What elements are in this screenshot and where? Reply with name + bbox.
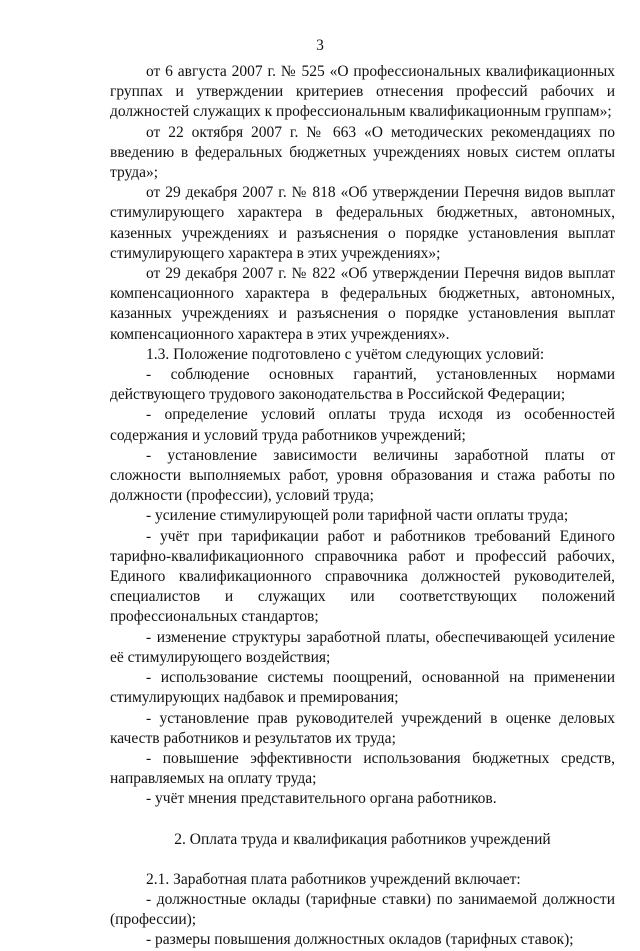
- list-item: - должностные оклады (тарифные ставки) по занимаемой должности (профессии);: [110, 890, 615, 929]
- paragraph: 2.1. Заработная плата работников учреждений включает:: [146, 870, 521, 888]
- section-heading: 2. Оплата труда и квалификация работников учреждений: [174, 830, 551, 848]
- list-item: - соблюдение основных гарантий, установленных нормами действующего трудового законодательства в Российской Федерации;: [110, 366, 615, 404]
- list-item: - учёт мнения представительного органа работников.: [146, 790, 497, 808]
- paragraph: от 22 октября 2007 г. № 663 «О методических рекомендациях по введению в федеральных бюджетных учреждениях новых систем оплаты труда»;: [110, 123, 615, 182]
- paragraph: от 29 декабря 2007 г. № 822 «Об утверждении Перечня видов выплат компенсационного характера в федеральных бюджетных, автономных, казанных учреждениях и разъяснения о порядке установления выплат компенсационного характера в этих учреждениях».: [110, 265, 615, 343]
- list-item: - усиление стимулирующей роли тарифной части оплаты труда;: [146, 507, 569, 525]
- paragraph: 1.3. Положение подготовлено с учётом следующих условий:: [146, 345, 545, 363]
- document-body: [110, 62, 615, 951]
- paragraph: от 29 декабря 2007 г. № 818 «Об утверждении Перечня видов выплат стимулирующего характера в федеральных бюджетных, автономных, казенных учреждениях и разъяснения о порядке установления выплат стимулирующего характера в этих учреждениях»;: [110, 184, 615, 262]
- list-item: - установление зависимости величины заработной платы от сложности выполняемых работ, уровня образования и стажа работы по должности (профессии), условий труда;: [110, 446, 615, 505]
- list-item: - определение условий оплаты труда исходя из особенностей содержания и условий труда работников учреждений;: [110, 406, 615, 444]
- list-item: - изменение структуры заработной платы, обеспечивающей усиление её стимулирующего воздействия;: [110, 628, 615, 666]
- list-item: - установление прав руководителей учреждений в оценке деловых качеств работников и результатов их труда;: [110, 709, 615, 747]
- list-item: - повышение эффективности использования бюджетных средств, направляемых на оплату труда;: [110, 749, 615, 788]
- page-number: 3: [316, 37, 324, 54]
- list-item: - использование системы поощрений, основанной на применении стимулирующих надбавок и премирования;: [110, 669, 615, 707]
- paragraph: от 6 августа 2007 г. № 525 «О профессиональных квалификационных группах и утверждении критериев отнесения профессий рабочих и должностей служащих к профессиональным квалификационным группам»;: [110, 63, 615, 121]
- list-item: - учёт при тарификации работ и работников требований Единого тарифно-квалификационного справочника работ и профессий рабочих, Единого квалификационного справочника должностей руководителей, специалистов и служащих или соответствующих положений профессиональных стандартов;: [110, 527, 615, 626]
- list-item: - размеры повышения должностных окладов (тарифных ставок);: [146, 931, 574, 949]
